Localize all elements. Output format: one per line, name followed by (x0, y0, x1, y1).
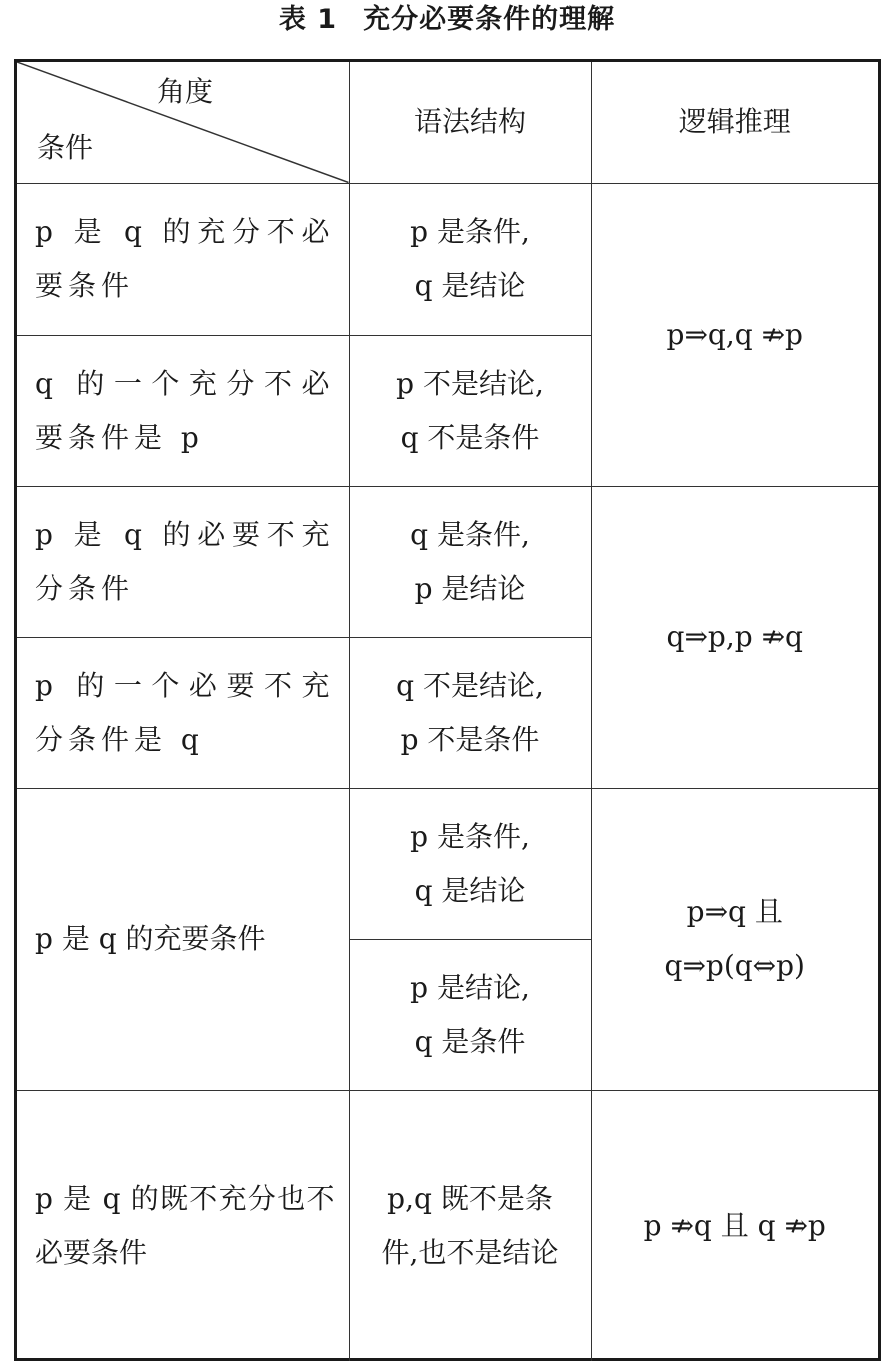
condition-cell: p 是 q 的必要不充分条件 (17, 486, 349, 637)
header-logic: 逻辑推理 (591, 62, 878, 183)
header-condition-label: 条件 (37, 131, 94, 164)
syntax-line: q 不是结论, (396, 668, 544, 702)
condition-table (14, 59, 881, 1361)
table-row (17, 183, 878, 335)
syntax-line: p 不是结论, (396, 366, 544, 400)
syntax-line: p 不是条件 (400, 722, 540, 756)
syntax-cell (349, 1090, 591, 1361)
syntax-line: q 是结论 (414, 873, 526, 907)
diagonal-header-cell (17, 62, 349, 183)
syntax-line: p 是结论, (410, 970, 530, 1004)
syntax-line: 件,也不是结论 (381, 1235, 559, 1269)
condition-cell: p 是 q 的既不充分也不必要条件 (17, 1090, 349, 1361)
header-syntax: 语法结构 (349, 62, 591, 183)
syntax-line: p 是条件, (410, 215, 530, 248)
syntax-cell (349, 335, 591, 486)
syntax-line: p 是条件, (410, 819, 530, 853)
table-caption (0, 0, 894, 48)
condition-cell: p 的一个必要不充分条件是 q (17, 637, 349, 788)
syntax-cell (349, 486, 591, 637)
table-title: 充分必要条件的理解 (363, 4, 616, 35)
logic-cell (591, 788, 878, 1090)
syntax-cell (349, 788, 591, 939)
syntax-cell (349, 939, 591, 1090)
syntax-line: q 是条件, (410, 517, 530, 551)
syntax-line: q 是结论 (414, 269, 526, 302)
syntax-cell (349, 183, 591, 335)
logic-line: p⇒q 且 (686, 895, 783, 928)
condition-cell: q 的一个充分不必要条件是 p (17, 335, 349, 486)
condition-cell: p 是 q 的充要条件 (17, 788, 349, 1090)
condition-cell: p 是 q 的充分不必要条件 (17, 183, 349, 335)
syntax-line: p,q 既不是条 (387, 1181, 553, 1215)
logic-line: q⇒p(q⇔p) (664, 949, 805, 982)
logic-cell: p ⇏q 且 q ⇏p (591, 1090, 878, 1361)
table-row (17, 788, 878, 939)
syntax-line: p 是结论 (414, 571, 526, 605)
syntax-line: q 是条件 (414, 1024, 526, 1058)
syntax-cell (349, 637, 591, 788)
logic-cell: q⇒p,p ⇏q (591, 486, 878, 788)
header-row (17, 62, 878, 183)
table-row (17, 1090, 878, 1361)
syntax-line: q 不是条件 (400, 420, 540, 454)
table-row (17, 486, 878, 637)
table-number: 表 1 (278, 4, 338, 35)
header-angle-label: 角度 (157, 75, 214, 108)
logic-cell: p⇒q,q ⇏p (591, 183, 878, 486)
